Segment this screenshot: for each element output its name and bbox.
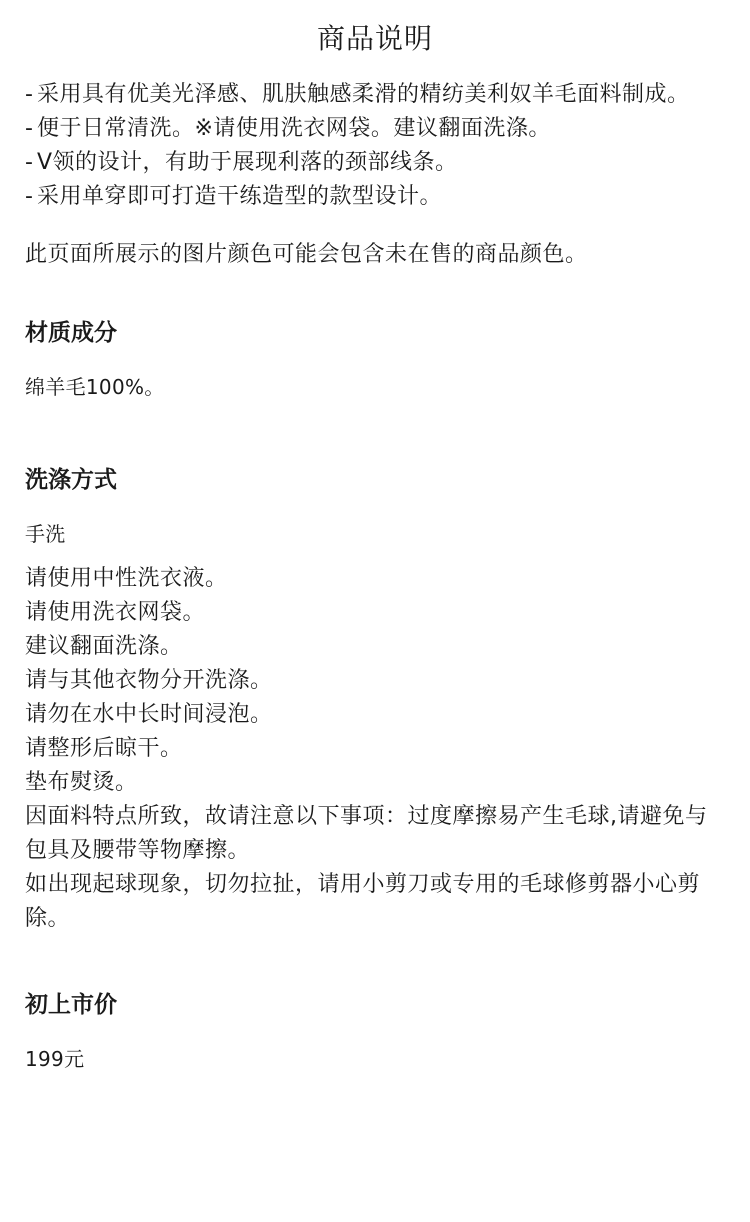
description-text: 采用具有优美光泽感、肌肤触感柔滑的精纺美利奴羊毛面料制成。 <box>37 82 690 107</box>
price-heading: 初上市价 <box>25 992 117 1018</box>
dash-bullet: - <box>25 184 34 209</box>
description-text: V领的设计，有助于展现利落的颈部线条。 <box>37 150 458 175</box>
description-text: 采用单穿即可打造干练造型的款型设计。 <box>37 184 443 209</box>
description-item <box>25 112 725 146</box>
material-value: 绵羊毛100%。 <box>25 375 165 399</box>
description-item <box>25 78 725 112</box>
material-heading: 材质成分 <box>25 320 117 346</box>
washing-method: 手洗 <box>25 522 66 546</box>
description-list <box>25 78 725 214</box>
washing-instruction: 因面料特点所致，故请注意以下事项：过度摩擦易产生毛球,请避免与包具及腰带等物摩擦。 <box>25 804 708 863</box>
color-notice: 此页面所展示的图片颜色可能会包含未在售的商品颜色。 <box>25 242 588 267</box>
washing-instruction: 建议翻面洗涤。 <box>25 634 183 659</box>
price-value: 199元 <box>25 1047 85 1071</box>
dash-bullet: - <box>25 116 34 141</box>
washing-instruction: 如出现起球现象，切勿拉扯，请用小剪刀或专用的毛球修剪器小心剪除。 <box>25 872 701 931</box>
washing-instruction: 请整形后晾干。 <box>25 736 183 761</box>
washing-instructions <box>25 562 725 936</box>
washing-heading: 洗涤方式 <box>25 467 117 493</box>
washing-instruction: 请使用中性洗衣液。 <box>25 566 228 591</box>
dash-bullet: - <box>25 82 34 107</box>
dash-bullet: - <box>25 150 34 175</box>
description-text: 便于日常清洗。※请使用洗衣网袋。建议翻面洗涤。 <box>37 116 551 141</box>
washing-instruction: 请使用洗衣网袋。 <box>25 600 206 625</box>
page-title: 商品说明 <box>316 22 433 55</box>
washing-instruction: 请勿在水中长时间浸泡。 <box>25 702 273 727</box>
washing-instruction: 请与其他衣物分开洗涤。 <box>25 668 273 693</box>
washing-instruction: 垫布熨烫。 <box>25 770 138 795</box>
description-item <box>25 146 725 180</box>
description-item <box>25 180 725 214</box>
